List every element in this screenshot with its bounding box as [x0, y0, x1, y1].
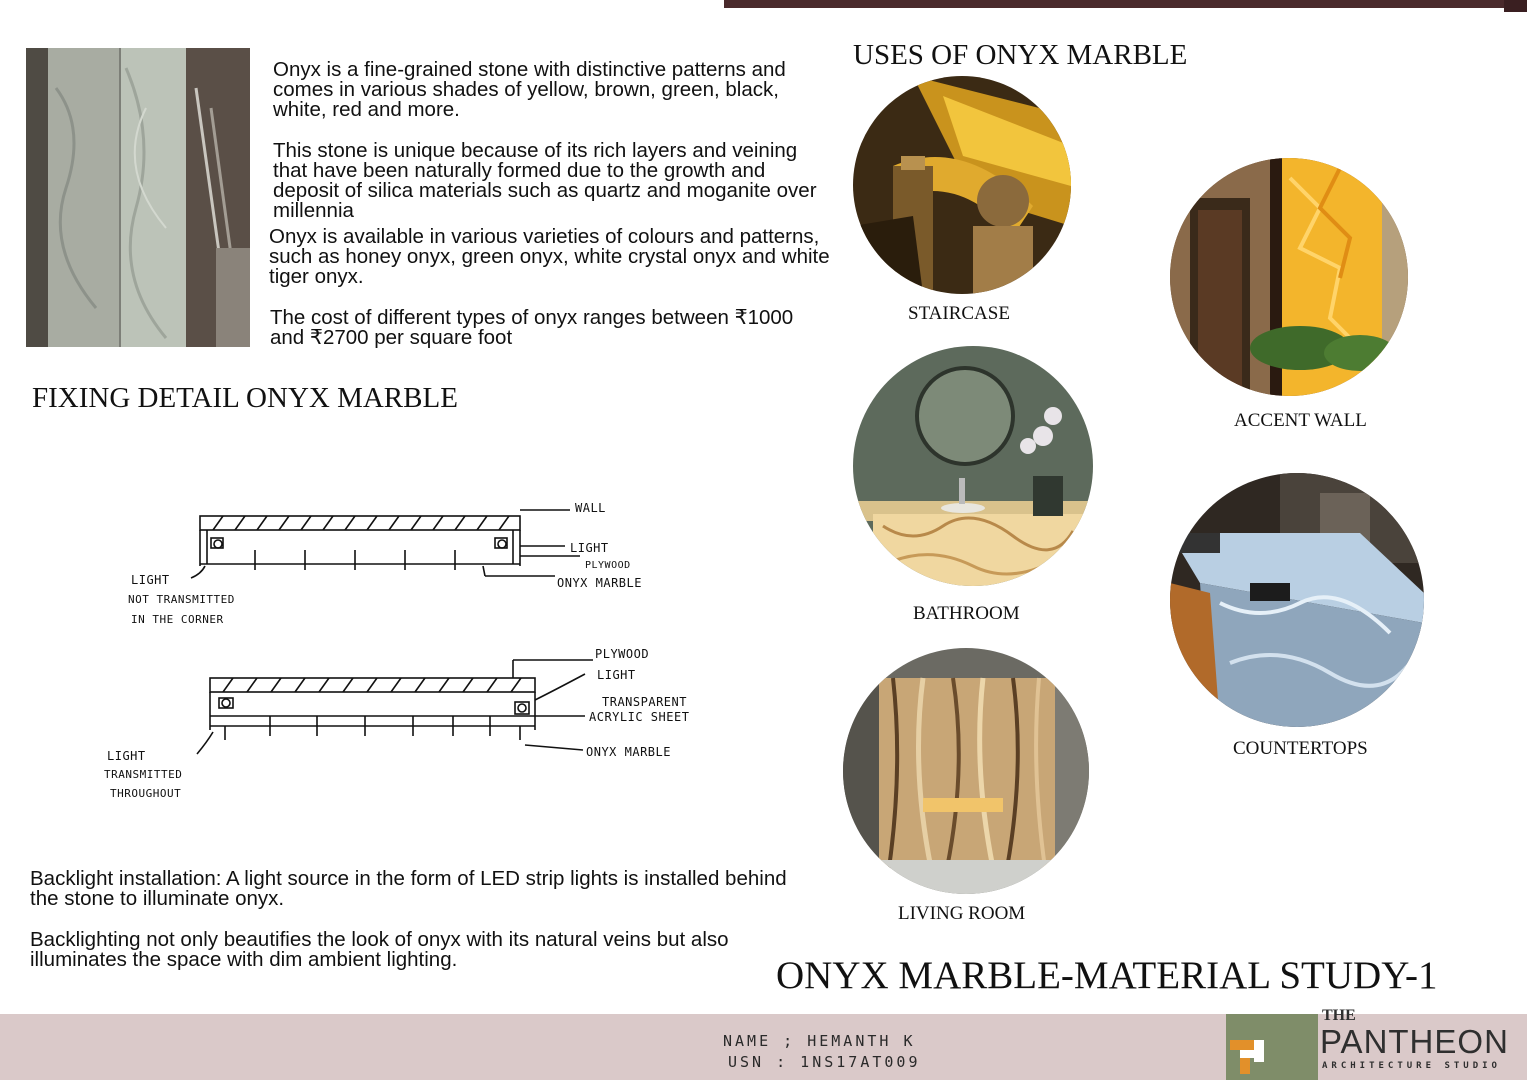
- bathroom-photo: [853, 346, 1093, 586]
- intro-paragraph-3: Onyx is available in various varieties of colours and patterns, such as honey onyx, green onyx, white crystal onyx and white tiger onyx.: [269, 225, 830, 288]
- label-wall: WALL: [575, 501, 606, 515]
- label-plywood-2: PLYWOOD: [595, 647, 650, 661]
- caption-staircase: STAIRCASE: [908, 303, 1010, 324]
- caption-countertops: COUNTERTOPS: [1233, 738, 1368, 759]
- note-not-transmitted: NOT TRANSMITTED: [128, 593, 235, 606]
- note-in-the-corner: IN THE CORNER: [131, 613, 224, 626]
- backlight-paragraph-1: Backlight installation: A light source in the form of LED strip lights is installed behind the stone to illuminate onyx.: [30, 867, 787, 910]
- intro-paragraph-4: The cost of different types of onyx ranges between ₹1000 and ₹2700 per square foot: [270, 306, 794, 349]
- living-room-photo: [843, 648, 1089, 894]
- fixing-detail-heading: FIXING DETAIL ONYX MARBLE: [32, 382, 458, 414]
- label-light-1: LIGHT: [570, 541, 609, 555]
- page-title: ONYX MARBLE-MATERIAL STUDY-1: [776, 954, 1438, 997]
- label-onyx-1: ONYX MARBLE: [557, 576, 642, 590]
- label-acrylic-sheet: ACRYLIC SHEET: [589, 710, 690, 724]
- student-usn: USN : 1NS17AT009: [728, 1053, 921, 1071]
- accent-wall-photo: [1170, 158, 1408, 396]
- onyx-sample-photo: [26, 48, 250, 347]
- top-accent-bar-end: [1504, 0, 1527, 12]
- student-name: NAME ; HEMANTH K: [723, 1032, 916, 1050]
- logo-p-icon: [1226, 1014, 1318, 1080]
- caption-living-room: LIVING ROOM: [898, 903, 1026, 924]
- label-onyx-2: ONYX MARBLE: [586, 745, 671, 759]
- logo-architecture-studio: ARCHITECTURE STUDIO: [1322, 1061, 1501, 1071]
- diagram-light-transmitted: [197, 660, 593, 754]
- label-light-2: LIGHT: [597, 668, 636, 682]
- diagram-light-not-transmitted: [191, 510, 580, 578]
- caption-bathroom: BATHROOM: [913, 603, 1020, 624]
- logo-mark: [1226, 1014, 1318, 1080]
- uses-heading: USES OF ONYX MARBLE: [853, 39, 1188, 71]
- note-light-2: LIGHT: [107, 749, 146, 763]
- note-transmitted: TRANSMITTED: [104, 768, 183, 781]
- logo-the: THE: [1322, 1007, 1356, 1024]
- staircase-photo: [853, 76, 1071, 294]
- backlight-paragraph-2: Backlighting not only beautifies the look of onyx with its natural veins but also illuminates the space with dim ambient lighting.: [30, 928, 729, 971]
- label-plywood-1: PLYWOOD: [585, 560, 631, 571]
- label-transparent: TRANSPARENT: [602, 695, 687, 709]
- logo-pantheon: PANTHEON: [1320, 1023, 1509, 1060]
- intro-paragraph-1: Onyx is a fine-grained stone with distinctive patterns and comes in various shades of yellow, brown, green, black, white, red and more.: [273, 58, 786, 121]
- intro-paragraph-2: This stone is unique because of its rich layers and veining that have been naturally formed due to the growth and deposit of silica materials such as quartz and moganite over millennia: [273, 139, 817, 222]
- countertops-photo: [1170, 473, 1424, 727]
- fixing-detail-sketch: [95, 490, 735, 810]
- note-throughout: THROUGHOUT: [110, 787, 182, 800]
- note-light-1: LIGHT: [131, 573, 170, 587]
- top-accent-bar: [724, 0, 1504, 8]
- caption-accent-wall: ACCENT WALL: [1234, 410, 1367, 431]
